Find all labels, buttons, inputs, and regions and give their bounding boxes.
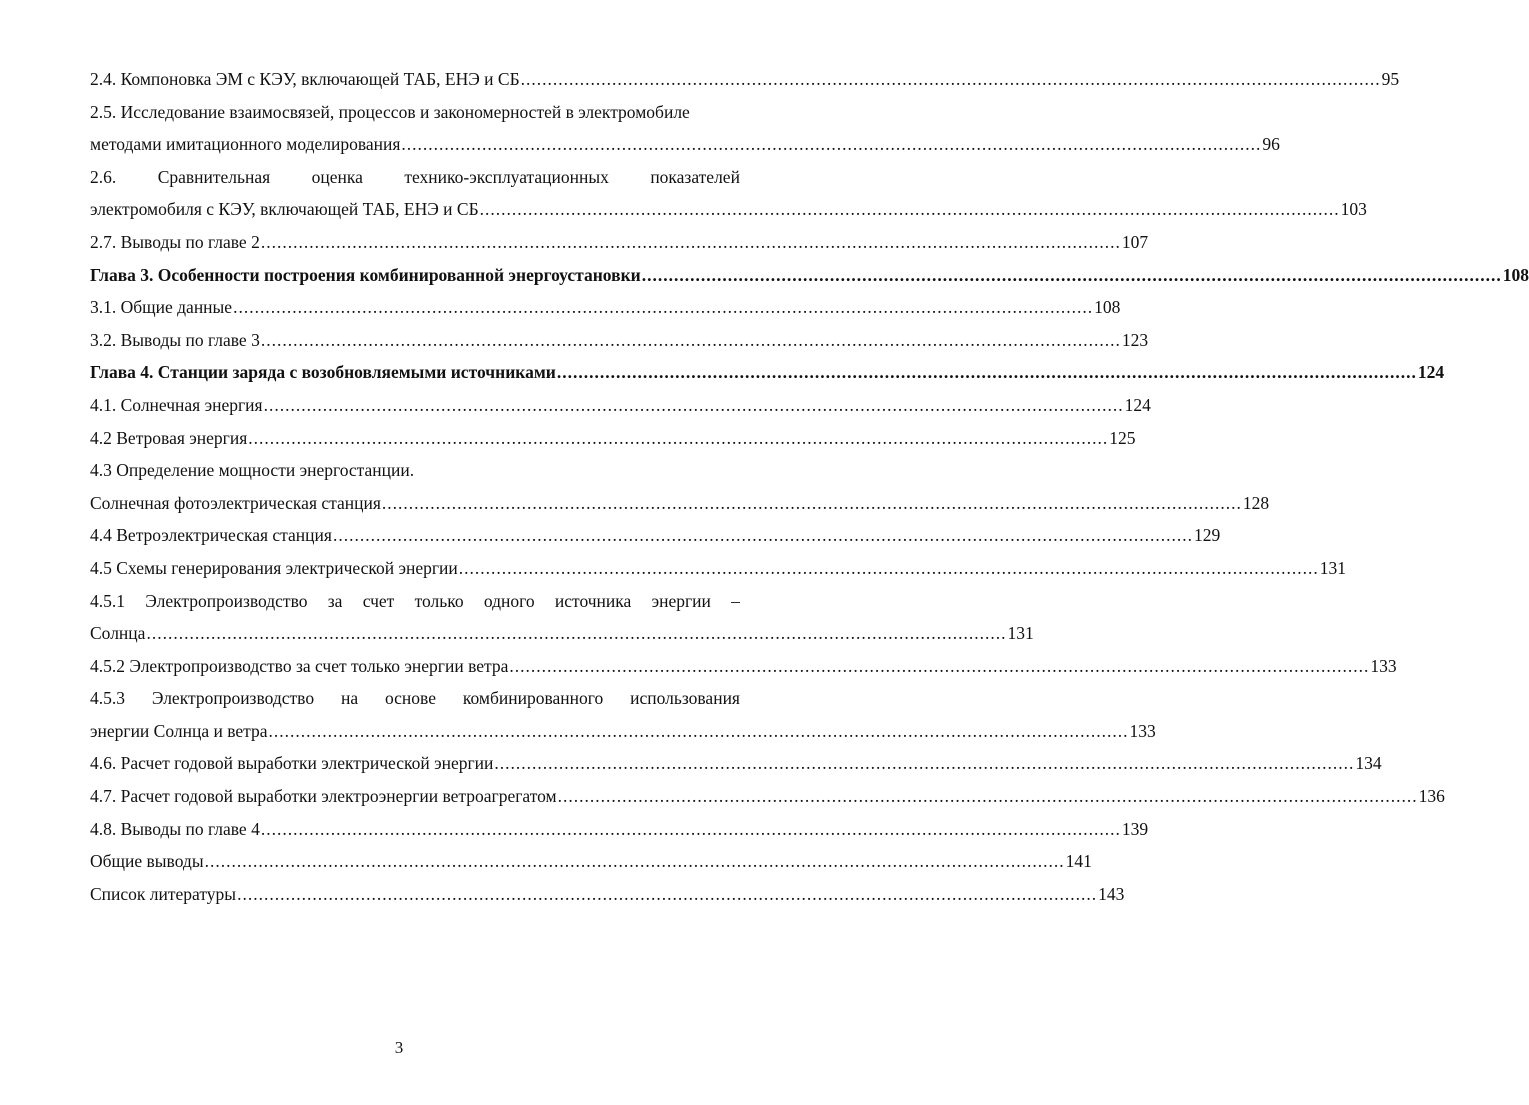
dot-leader [494,747,1354,780]
toc-entry [90,128,1280,161]
toc-entry [90,324,1149,357]
toc-word: 2.6. [90,166,117,187]
toc-entry-title: Солнечная фотоэлектрическая станция [90,492,381,513]
toc-word: энергии [651,590,711,611]
toc-entry-page: 133 [1129,720,1156,741]
dot-leader [333,519,1193,552]
toc-word: – [731,590,740,611]
toc-entry [90,193,1367,226]
toc-entry-line: 2.5. Исследование взаимосвязей, процессов и закономерностей в электромобиле [90,101,690,122]
toc-word: Сравнительная [157,166,271,187]
toc-entry-page: 139 [1121,818,1149,839]
toc-entry-line: 4.3 Определение мощности энергостанции. [90,460,415,481]
toc-entry-title: 2.4. Компоновка ЭМ с КЭУ, включающей ТАБ, ЕНЭ и СБ [90,69,520,89]
dot-leader [248,422,1108,455]
toc-entry-title: электромобиля с КЭУ, включающей ТАБ, ЕНЭ и СБ [90,199,479,220]
toc-word: только [414,590,464,611]
toc-entry-justified-line [90,585,740,618]
toc-entry-page: 136 [1418,786,1445,807]
dot-leader [261,813,1121,846]
toc-entry [90,552,1346,585]
toc-entry-justified-line [90,161,740,194]
dot-leader [480,193,1340,226]
dot-leader [264,389,1124,422]
toc-word: основе [384,688,436,709]
toc-entry [90,780,1445,813]
dot-leader [521,63,1381,96]
dot-leader [146,617,1006,650]
toc-entry [90,715,1156,748]
toc-entry [90,617,1034,650]
toc-entry [90,422,1136,455]
dot-leader [261,324,1121,357]
toc-entry-page: 131 [1319,557,1346,578]
toc-word: технико-эксплуатационных [404,166,609,187]
toc-entry-page: 103 [1340,199,1367,220]
dot-leader [401,128,1261,161]
dot-leader [642,259,1502,292]
toc-entry-title: Список литературы [90,883,237,904]
toc-entry-page: 95 [1381,69,1400,89]
toc-entry [90,813,1149,846]
page-number: 3 [394,1038,404,1057]
toc-entry-title: 4.7. Расчет годовой выработки электроэнергии ветроагрегатом [90,786,557,807]
toc-entry-title: Глава 3. Особенности построения комбинированной энергоустановки [90,264,641,285]
toc-entry-title: Общие выводы [90,851,204,872]
dot-leader [558,780,1418,813]
dot-leader [382,487,1242,520]
toc-entry-page: 143 [1098,883,1125,904]
toc-word: показателей [650,166,740,187]
toc-entry-page: 108 [1094,297,1121,318]
toc-entry [90,356,1445,389]
toc-entry-page: 107 [1121,231,1149,252]
dot-leader [237,878,1097,911]
toc-word: Электропроизводство [145,590,308,611]
toc-entry [90,226,1149,259]
toc-entry [90,259,1529,292]
dot-leader [261,226,1121,259]
dot-leader [509,650,1369,683]
toc-word: 4.5.1 [90,590,125,611]
toc-word: на [340,688,359,709]
toc-word: счет [362,590,395,611]
toc-entry-page: 131 [1007,623,1034,644]
dot-leader [459,552,1319,585]
toc-word: одного [483,590,535,611]
dot-leader [205,845,1065,878]
dot-leader [557,356,1417,389]
toc-entry-page: 125 [1109,427,1136,448]
toc-entry [90,63,1400,96]
toc-entry [90,650,1397,683]
toc-entry-title: 4.2 Ветровая энергия [90,427,248,448]
toc-word: 4.5.3 [90,688,125,709]
toc-entry [90,747,1382,780]
toc-entry-title: 4.5.2 Электропроизводство за счет только энергии ветра [90,655,509,676]
toc-entry-title: 4.8. Выводы по главе 4 [90,818,260,839]
toc-entry [90,389,1151,422]
toc-entry [90,845,1092,878]
toc-entry-title: энергии Солнца и ветра [90,720,268,741]
toc-entry-page: 124 [1124,394,1151,415]
toc-entry-title: 4.5 Схемы генерирования электрической энергии [90,557,458,578]
toc-entry-page: 96 [1262,134,1280,155]
toc-entry-title: методами имитационного моделирования [90,134,401,155]
toc-entry-page: 123 [1121,329,1149,350]
toc-entry [90,291,1121,324]
toc-entry-page: 134 [1355,753,1382,774]
toc-word: за [327,590,343,611]
toc-entry [90,878,1125,911]
toc-entry-page: 133 [1370,655,1397,676]
toc-word: Электропроизводство [151,688,315,709]
toc-word: использования [630,688,740,709]
toc-entry-title: 3.2. Выводы по главе 3 [90,329,260,350]
toc-entry-title: 4.6. Расчет годовой выработки электрической энергии [90,753,494,774]
toc-entry-page: 141 [1065,851,1092,872]
toc-entry-justified-line [90,682,740,715]
toc-entry-title: 3.1. Общие данные [90,297,233,318]
table-of-contents [90,63,1529,910]
toc-entry-page: 129 [1193,525,1221,546]
toc-entry-title: Глава 4. Станции заряда с возобновляемыми источниками [90,362,556,383]
toc-entry-title: 2.7. Выводы по главе 2 [90,231,260,252]
toc-entry-page: 108 [1502,264,1529,285]
dot-leader [233,291,1093,324]
toc-entry-title: Солнца [90,623,146,644]
toc-word: оценка [311,166,363,187]
toc-entry-page: 124 [1417,362,1445,383]
toc-entry [90,519,1221,552]
toc-entry-page: 128 [1242,492,1270,513]
dot-leader [269,715,1129,748]
toc-entry-title: 4.4 Ветроэлектрическая станция [90,525,332,546]
toc-entry-title: 4.1. Солнечная энергия [90,394,263,415]
toc-word: комбинированного [462,688,604,709]
toc-word: источника [554,590,632,611]
toc-entry [90,487,1270,520]
